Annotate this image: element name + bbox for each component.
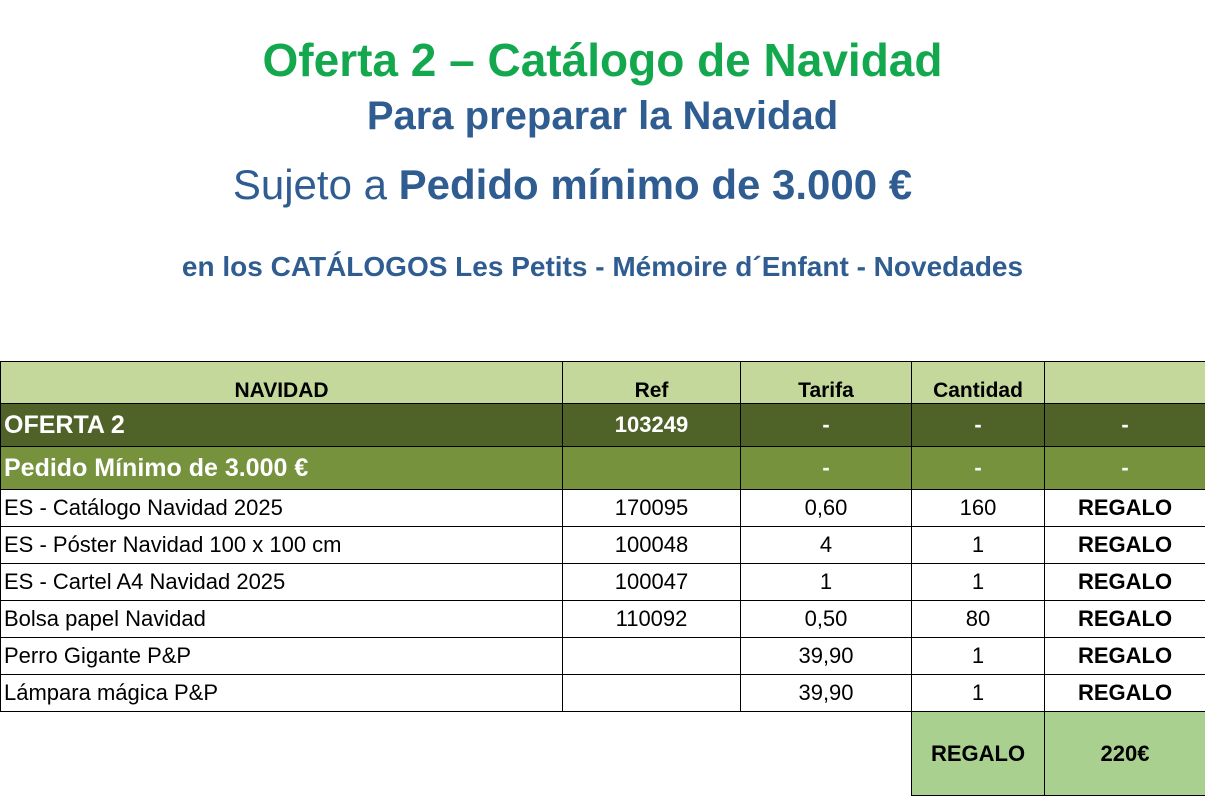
table-row [1,527,1205,564]
table-row [1,675,1205,712]
minimum-order-ref [563,447,741,490]
column-header-tarifa: Tarifa [741,362,912,404]
minimum-order-line [0,160,1145,210]
item-ref: 110092 [563,601,741,638]
item-tarifa: 4 [741,527,912,564]
item-ref [563,638,741,675]
item-status: REGALO [1045,638,1205,675]
item-cantidad: 1 [912,564,1045,601]
offer-cantidad: - [912,404,1045,447]
item-ref [563,675,741,712]
column-header-ref: Ref [563,362,741,404]
item-cantidad: 1 [912,675,1045,712]
catalogs-line: en los CATÁLOGOS Les Petits - Mémoire d´Enfant - Novedades [181,251,1024,282]
minimum-order-row [1,447,1205,490]
item-status: REGALO [1045,601,1205,638]
table-row [1,490,1205,527]
minimum-order-extra: - [1045,447,1205,490]
item-name: ES - Póster Navidad 100 x 100 cm [1,527,563,564]
item-tarifa: 39,90 [741,675,912,712]
minimum-order-cantidad: - [912,447,1045,490]
total-label: REGALO [912,712,1045,796]
minimum-order-amount: Pedido mínimo de 3.000 € [398,161,913,208]
item-ref: 100048 [563,527,741,564]
item-cantidad: 160 [912,490,1045,527]
offer-extra: - [1045,404,1205,447]
total-value: 220€ [1045,712,1205,796]
page-subtitle: Para preparar la Navidad [366,94,839,138]
item-tarifa: 1 [741,564,912,601]
table-header-row [1,362,1205,404]
total-row [1,712,1205,796]
item-name: ES - Catálogo Navidad 2025 [1,490,563,527]
item-status: REGALO [1045,564,1205,601]
item-tarifa: 39,90 [741,638,912,675]
offer-name: OFERTA 2 [1,404,563,447]
column-header-cantidad: Cantidad [912,362,1045,404]
item-cantidad: 1 [912,527,1045,564]
page-title: Oferta 2 – Catálogo de Navidad [262,34,943,86]
offer-table [0,361,1205,796]
minimum-order-tarifa: - [741,447,912,490]
item-tarifa: 0,50 [741,601,912,638]
table-row [1,564,1205,601]
table-row [1,638,1205,675]
item-status: REGALO [1045,527,1205,564]
item-ref: 170095 [563,490,741,527]
total-spacer [1,712,912,796]
offer-row [1,404,1205,447]
item-status: REGALO [1045,675,1205,712]
item-name: ES - Cartel A4 Navidad 2025 [1,564,563,601]
item-cantidad: 1 [912,638,1045,675]
minimum-order-name: Pedido Mínimo de 3.000 € [1,447,563,490]
offer-tarifa: - [741,404,912,447]
item-status: REGALO [1045,490,1205,527]
column-header-navidad: NAVIDAD [1,362,563,404]
column-header-blank [1045,362,1205,404]
item-name: Bolsa papel Navidad [1,601,563,638]
item-ref: 100047 [563,564,741,601]
offer-ref: 103249 [563,404,741,447]
item-name: Lámpara mágica P&P [1,675,563,712]
minimum-order-prefix: Sujeto a [232,161,387,208]
item-tarifa: 0,60 [741,490,912,527]
item-cantidad: 80 [912,601,1045,638]
table-row [1,601,1205,638]
item-name: Perro Gigante P&P [1,638,563,675]
